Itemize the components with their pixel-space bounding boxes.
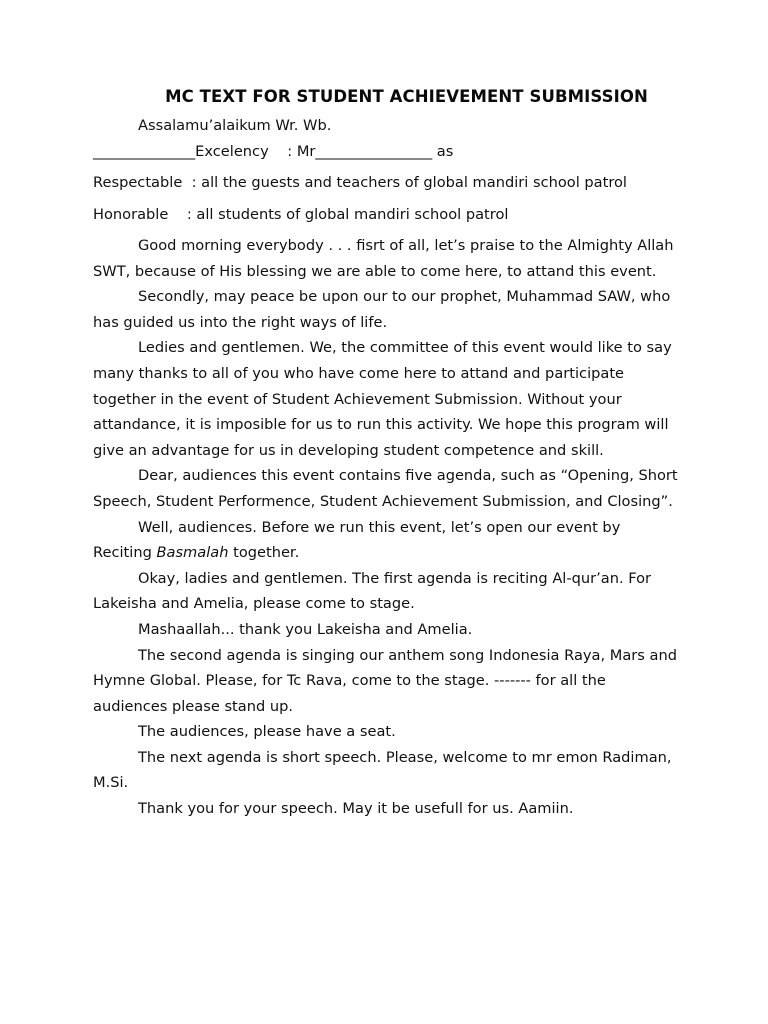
paragraph-thanks-performers: Mashaallah... thank you Lakeisha and Amelia. — [138, 620, 473, 638]
basmalah-italic-word: Basmalah — [156, 544, 229, 562]
document-title: MC TEXT FOR STUDENT ACHIEVEMENT SUBMISSION — [165, 87, 648, 106]
paragraph-thanks-speech: Thank you for your speech. May it be usefull for us. Aamiin. — [138, 800, 574, 818]
paragraph-first-agenda: Okay, ladies and gentlemen. The first agenda is reciting Al-qur’an. For Lakeisha and Amelia, please come to stage. — [93, 569, 652, 613]
paragraph-please-sit: The audiences, please have a seat. — [138, 723, 396, 741]
address-honorable: Honorable : all students of global mandiri school patrol — [93, 206, 509, 223]
paragraph-agenda-list: Dear, audiences this event contains five agenda, such as “Opening, Short Speech, Student Performence, Student Achievement Submission, and Closing”. — [93, 467, 678, 510]
greeting-line: Assalamu’alaikum Wr. Wb. — [138, 117, 332, 134]
address-excellency: ______________Excelency : Mr________________ as — [93, 143, 454, 160]
basmalah-text-after: together. — [228, 544, 300, 562]
paragraph-short-speech: The next agenda is short speech. Please, welcome to mr emon Radiman, M.Si. — [93, 748, 672, 792]
speech-body — [93, 233, 678, 822]
paragraph-opening-praise: Good morning everybody . . . fisrt of all, let’s praise to the Almighty Allah SWT, because of His blessing we are able to come here, to attand this event. — [93, 237, 674, 280]
paragraph-thanks: Ledies and gentlemen. We, the committee of this event would like to say many thanks to all of you who have come here to attand and participate together in the event of Student Achievement Submission. Without your attandance, it is imposible for us to run this activity. We hope this program will give an advantage for us in developing student competence and skill. — [93, 339, 672, 459]
paragraph-peace-prophet: Secondly, may peace be upon our to our prophet, Muhammad SAW, who has guided us into the right ways of life. — [93, 288, 671, 331]
address-respectable: Respectable : all the guests and teachers of global mandiri school patrol — [93, 174, 627, 191]
basmalah-text-before: Well, audiences. Before we run this event, let’s open our event by Reciting — [93, 518, 621, 562]
paragraph-second-agenda: The second agenda is singing our anthem song Indonesia Raya, Mars and Hymne Global. Please, for Tc Rava, come to the stage. ------- for all the audiences please stand up. — [93, 646, 677, 715]
paragraph-basmalah — [93, 515, 678, 566]
